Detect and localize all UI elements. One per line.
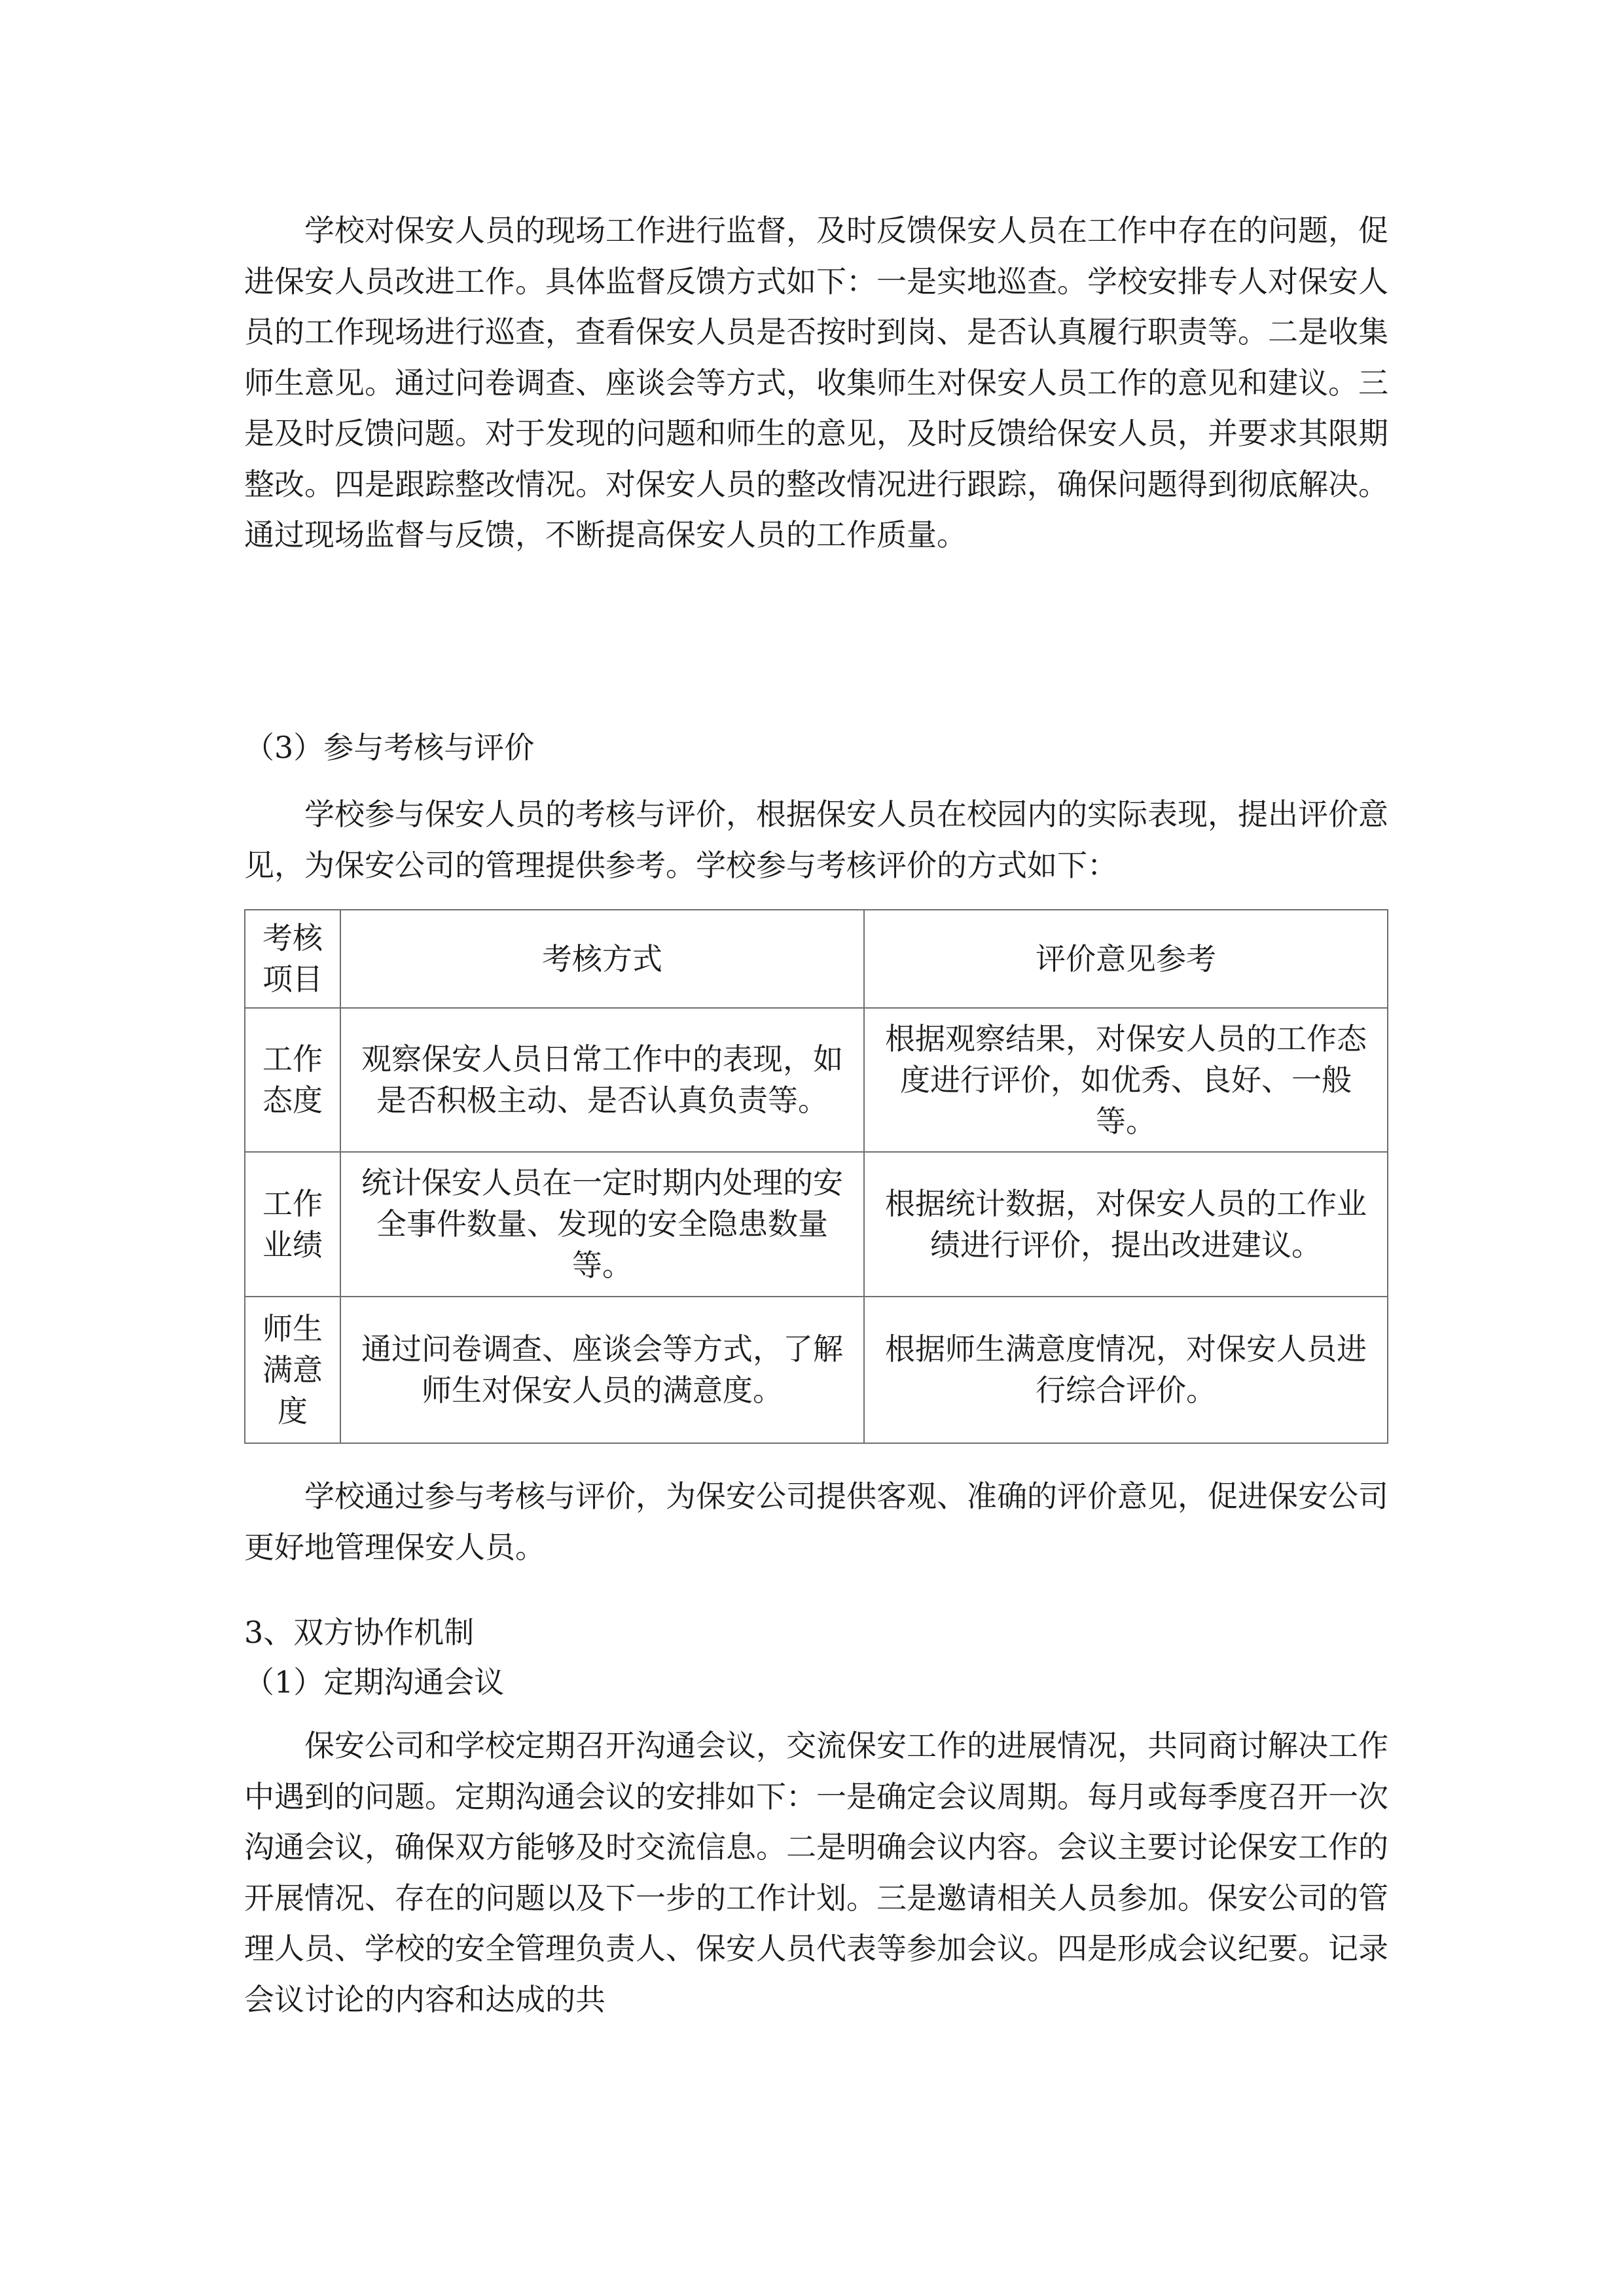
table-header-item: 考核项目 xyxy=(245,910,340,1008)
table-cell-item: 工作态度 xyxy=(245,1008,340,1152)
table-row xyxy=(245,1297,1388,1443)
table-cell-method: 通过问卷调查、座谈会等方式，了解师生对保安人员的满意度。 xyxy=(340,1297,864,1443)
heading-assessment-evaluation: （3）参与考核与评价 xyxy=(244,730,535,765)
paragraph-site-supervision: 学校对保安人员的现场工作进行监督，及时反馈保安人员在工作中存在的问题，促进保安人员改进工作。具体监督反馈方式如下：一是实地巡查。学校安排专人对保安人员的工作现场进行巡查，查看保安人员是否按时到岗、是否认真履行职责等。二是收集师生意见。通过问卷调查、座谈会等方式，收集师生对保安人员工作的意见和建议。三是及时反馈问题。对于发现的问题和师生的意见，及时反馈给保安人员，并要求其限期整改。四是跟踪整改情况。对保安人员的整改情况进行跟踪，确保问题得到彻底解决。通过现场监督与反馈，不断提高保安人员的工作质量。 xyxy=(244,213,1388,552)
table-header-row xyxy=(245,910,1388,1008)
section-title-cooperation: 3、双方协作机制 xyxy=(244,1615,475,1650)
table-cell-reference: 根据师生满意度情况，对保安人员进行综合评价。 xyxy=(864,1297,1388,1443)
assessment-table xyxy=(244,909,1388,1444)
table-row xyxy=(245,1152,1388,1297)
table-header-reference: 评价意见参考 xyxy=(864,910,1388,1008)
paragraph-assessment-summary: 学校通过参与考核与评价，为保安公司提供客观、准确的评价意见，促进保安公司更好地管理保安人员。 xyxy=(244,1479,1388,1565)
table-cell-reference: 根据统计数据，对保安人员的工作业绩进行评价，提出改进建议。 xyxy=(864,1152,1388,1297)
table-cell-method: 统计保安人员在一定时期内处理的安全事件数量、发现的安全隐患数量等。 xyxy=(340,1152,864,1297)
table-cell-method: 观察保安人员日常工作中的表现，如是否积极主动、是否认真负责等。 xyxy=(340,1008,864,1152)
table-cell-reference: 根据观察结果，对保安人员的工作态度进行评价，如优秀、良好、一般等。 xyxy=(864,1008,1388,1152)
table-cell-item: 工作业绩 xyxy=(245,1152,340,1297)
heading-regular-meetings: （1）定期沟通会议 xyxy=(244,1664,505,1700)
paragraph-regular-meetings: 保安公司和学校定期召开沟通会议，交流保安工作的进展情况，共同商讨解决工作中遇到的问题。定期沟通会议的安排如下：一是确定会议周期。每月或每季度召开一次沟通会议，确保双方能够及时交流信息。二是明确会议内容。会议主要讨论保安工作的开展情况、存在的问题以及下一步的工作计划。三是邀请相关人员参加。保安公司的管理人员、学校的安全管理负责人、保安人员代表等参加会议。四是形成会议纪要。记录会议讨论的内容和达成的共 xyxy=(244,1728,1388,2017)
paragraph-assessment-intro: 学校参与保安人员的考核与评价，根据保安人员在校园内的实际表现，提出评价意见，为保安公司的管理提供参考。学校参与考核评价的方式如下： xyxy=(244,797,1388,883)
table-row xyxy=(245,1008,1388,1152)
table-header-method: 考核方式 xyxy=(340,910,864,1008)
table-cell-item: 师生满意度 xyxy=(245,1297,340,1443)
